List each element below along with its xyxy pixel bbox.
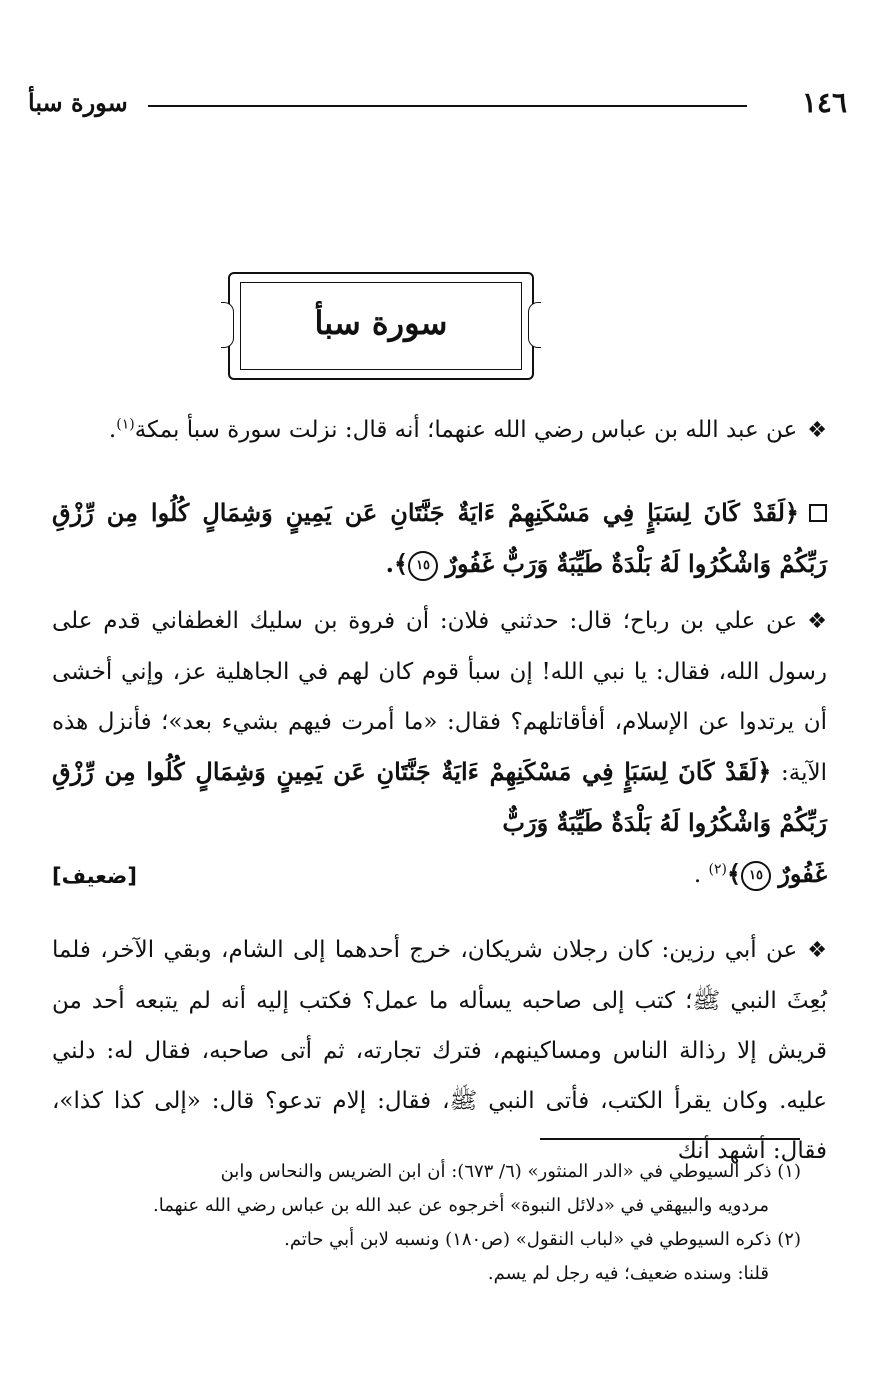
- sentence-end: .: [693, 862, 702, 888]
- running-header: [28, 88, 847, 124]
- verse-end-row: [52, 849, 827, 899]
- paragraph-text: عن علي بن رباح؛ قال: حدثني فلان: أن فروة بن سليك الغطفاني قدم على رسول الله، فقال: يا نبي الله! إن سبأ قوم كان لهم في الجاهلية عز، وإني أخشى أن يرتدوا عن الإسلام، أفأقاتلهم؟ فقال: «ما أمرت فيهم بشيء بعد»؛ فأنزل هذه الآية:: [52, 608, 827, 786]
- footnote-separator: [540, 1138, 800, 1140]
- page-number: ١٤٦: [801, 86, 847, 119]
- verse-close: ﴾.: [385, 549, 409, 578]
- paragraph-gap: [52, 899, 827, 925]
- footnote-ref-1: (١): [116, 416, 135, 433]
- footnotes: [52, 1155, 801, 1291]
- verse-close: ﴾: [726, 859, 741, 888]
- quran-verse: ﴿لَقَدْ كَانَ لِسَبَإٍ فِي مَسْكَنِهِمْ ءَايَةٌ جَنَّتَانِ عَن يَمِينٍ وَشِمَالٍ كُلُوا مِن رِّزْقِ رَبِّكُمْ وَاشْكُرُوا لَهُ بَلْدَةٌ طَيِّبَةٌ وَرَبٌّ: [52, 757, 827, 837]
- footnote-1-line-1: (١) ذكر السيوطي في «الدر المنثور» (٦/ ٦٧٣): أن ابن الضريس والنحاس وابن: [220, 1161, 801, 1182]
- header-rule: [148, 105, 747, 107]
- sentence-end: .: [108, 417, 117, 443]
- verse-end-line: [694, 849, 827, 900]
- verse-final-word: غَفُورٌ: [778, 859, 827, 888]
- verse-number-badge: ١٥: [408, 551, 438, 581]
- diamond-bullet-icon: ❖: [807, 609, 827, 634]
- diamond-bullet-icon: ❖: [807, 418, 827, 443]
- surah-title: سورة سبأ: [314, 304, 448, 342]
- footnote-ref-2: (٢): [708, 861, 727, 878]
- paragraph-text: عن أبي رزين: كان رجلان شريكان، خرج أحدهما إلى الشام، وبقي الآخر، فلما بُعِثَ النبي ﷺ؛ كتب إلى صاحبه يسأله ما عمل؟ فكتب إليه أنه لم يتبعه أحد من قريش إلا رذالة الناس ومساكينهم، فترك تجارته، ثم أتى صاحبه، فقال له: دلني عليه. وكان يقرأ الكتب، فأتى النبي ﷺ، فقال: إلام تدعو؟ قال: «إلى كذا كذا»، فقال: أشهد أنك: [52, 937, 827, 1164]
- quran-verse: ﴿لَقَدْ كَانَ لِسَبَإٍ فِي مَسْكَنِهِمْ ءَايَةٌ جَنَّتَانِ عَن يَمِينٍ وَشِمَالٍ كُلُوا مِن رِّزْقِ رَبِّكُمْ وَاشْكُرُوا لَهُ بَلْدَةٌ طَيِّبَةٌ وَرَبٌّ غَفُورٌ: [52, 498, 827, 578]
- verse-paragraph: [52, 488, 827, 590]
- hadith-paragraph-1: [52, 405, 827, 456]
- header-chapter-title: سورة سبأ: [28, 88, 128, 117]
- diamond-bullet-icon: ❖: [807, 938, 827, 963]
- paragraph-gap: [52, 462, 827, 488]
- hadith-paragraph-2: [52, 596, 827, 849]
- footnote-2-line-2: قلنا: وسنده ضعيف؛ فيه رجل لم يسم.: [487, 1263, 769, 1284]
- footnote-1-line-2: مردويه والبيهقي في «دلائل النبوة» أخرجوه عن عبد الله بن عباس رضي الله عنهما.: [153, 1195, 769, 1216]
- surah-title-frame: [228, 272, 534, 380]
- footnote-2-line-1: (٢) ذكره السيوطي في «لباب النقول» (ص١٨٠) ونسبه لابن أبي حاتم.: [284, 1229, 801, 1250]
- main-text: [52, 405, 827, 1176]
- square-bullet-icon: [809, 504, 827, 522]
- paragraph-text: عن عبد الله بن عباس رضي الله عنهما؛ أنه قال: نزلت سورة سبأ بمكة: [134, 417, 798, 443]
- hadith-grade-label: [ضعيف]: [52, 864, 137, 888]
- verse-number-badge: ١٥: [741, 861, 771, 891]
